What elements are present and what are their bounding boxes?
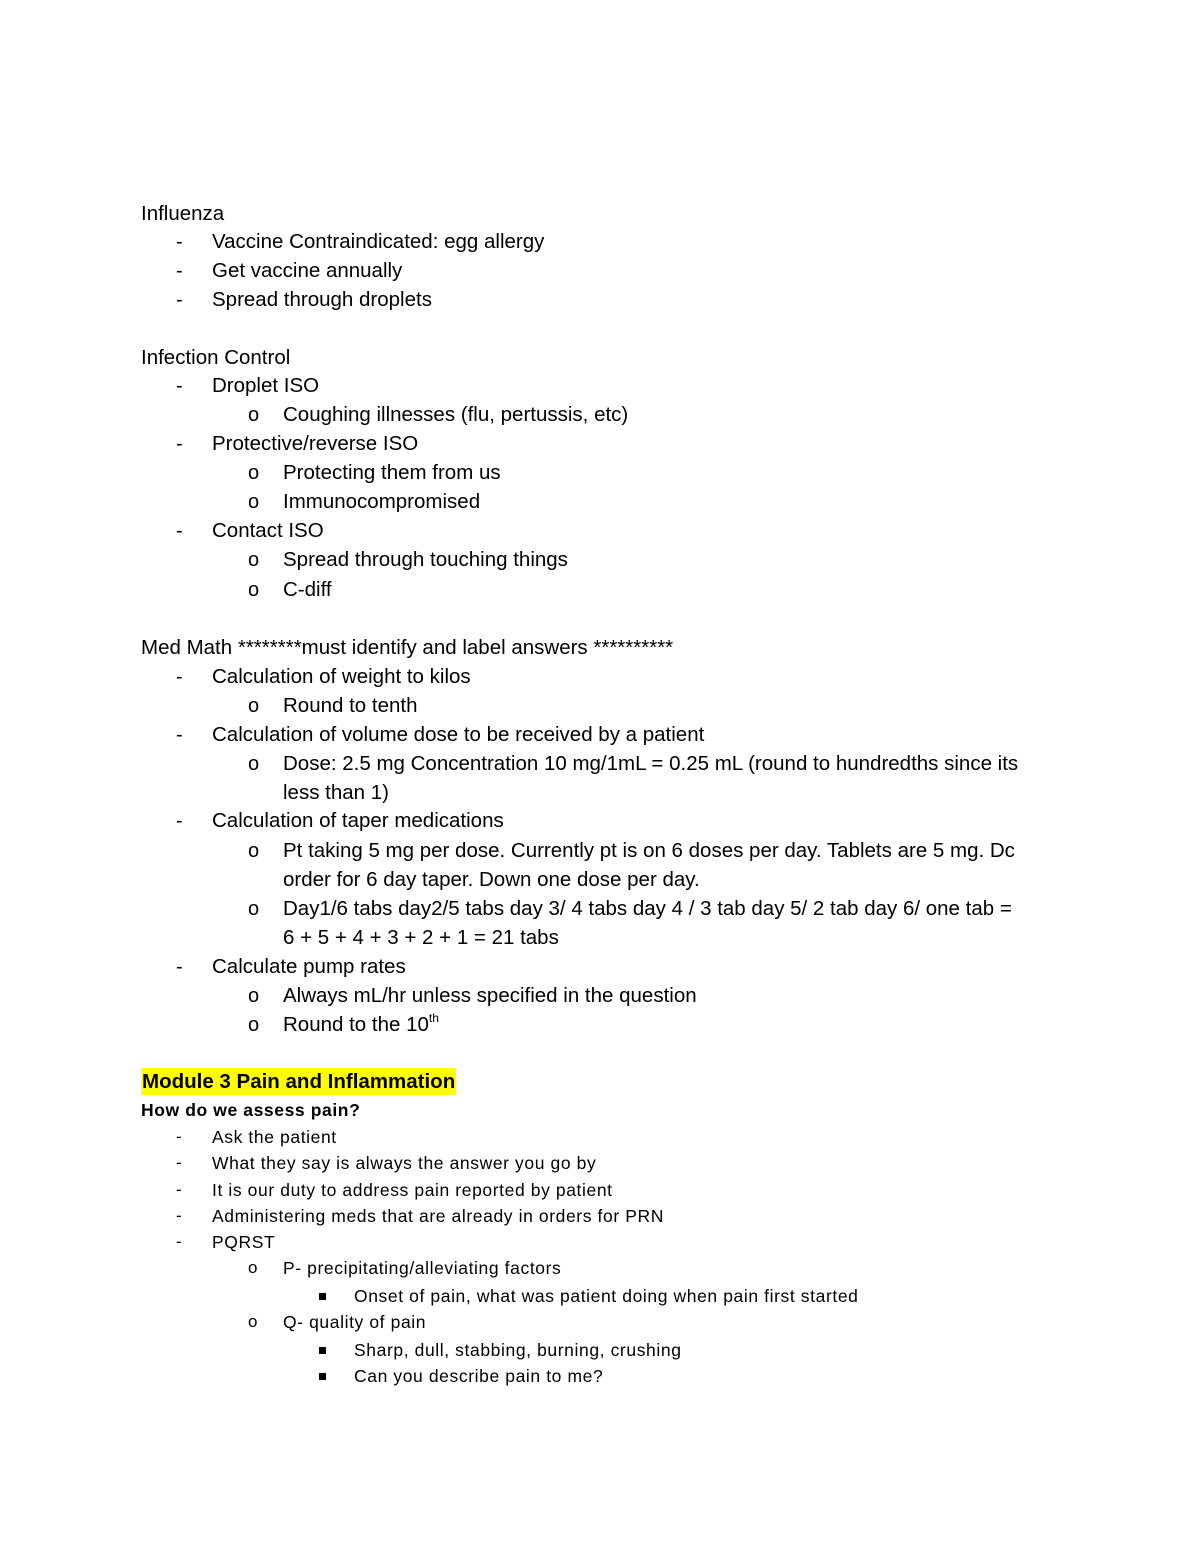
influenza-item: Spread through droplets xyxy=(212,288,432,311)
list-item: What they say is always the answer you go by xyxy=(212,1153,597,1173)
list-item: Protective/reverse ISO xyxy=(212,432,419,455)
module3-heading-row xyxy=(141,1069,456,1095)
circle-marker: o xyxy=(248,491,260,513)
sub-list-item: Q- quality of pain xyxy=(283,1312,427,1332)
sub-list-item-continued: 6 + 5 + 4 + 3 + 2 + 1 = 21 tabs xyxy=(283,926,559,949)
circle-marker: o xyxy=(248,579,260,601)
sub-sub-list-item: Onset of pain, what was patient doing when pain first started xyxy=(354,1286,859,1306)
superscript-th: th xyxy=(428,1011,439,1026)
circle-marker: o xyxy=(248,1312,259,1331)
dash-marker: - xyxy=(176,289,183,311)
influenza-item: Vaccine Contraindicated: egg allergy xyxy=(212,230,545,253)
list-item: Contact ISO xyxy=(212,519,324,542)
sub-list-item: Pt taking 5 mg per dose. Currently pt is on 6 doses per day. Tablets are 5 mg. Dc xyxy=(283,839,1015,862)
list-item: It is our duty to address pain reported by patient xyxy=(212,1180,613,1200)
dash-marker: - xyxy=(176,1206,183,1225)
list-item: Administering meds that are already in orders for PRN xyxy=(212,1206,664,1226)
dash-marker: - xyxy=(176,260,183,282)
circle-marker: o xyxy=(248,549,260,571)
module3-heading: Module 3 Pain and Inflammation xyxy=(142,1070,456,1093)
sub-list-item: Protecting them from us xyxy=(283,461,501,484)
sub-list-item: Spread through touching things xyxy=(283,548,568,571)
list-item: Droplet ISO xyxy=(212,374,320,397)
circle-marker: o xyxy=(248,462,260,484)
infection-control-heading: Infection Control xyxy=(141,346,291,369)
circle-marker: o xyxy=(248,1258,259,1277)
influenza-heading: Influenza xyxy=(141,202,225,225)
assess-pain-question: How do we assess pain? xyxy=(141,1100,361,1120)
dash-marker: - xyxy=(176,956,183,978)
circle-marker: o xyxy=(248,695,260,717)
list-item: Calculation of taper medications xyxy=(212,809,504,832)
circle-marker: o xyxy=(248,753,260,775)
sub-list-item xyxy=(283,1012,439,1038)
dash-marker: - xyxy=(176,1153,183,1172)
sub-list-item: Always mL/hr unless specified in the question xyxy=(283,984,697,1007)
dash-marker: - xyxy=(176,666,183,688)
list-item: Calculation of weight to kilos xyxy=(212,665,471,688)
sub-list-item: Immunocompromised xyxy=(283,490,481,513)
dash-marker: - xyxy=(176,433,183,455)
dash-marker: - xyxy=(176,724,183,746)
dash-marker: - xyxy=(176,1180,183,1199)
square-bullet xyxy=(319,1293,326,1300)
circle-marker: o xyxy=(248,898,260,920)
sub-list-item: Round to tenth xyxy=(283,694,418,717)
dash-marker: - xyxy=(176,1127,183,1146)
list-item: PQRST xyxy=(212,1232,276,1252)
sub-list-item: Dose: 2.5 mg Concentration 10 mg/1mL = 0.25 mL (round to hundredths since its xyxy=(283,752,1019,775)
circle-marker: o xyxy=(248,404,260,426)
dash-marker: - xyxy=(176,231,183,253)
med-math-heading: Med Math ********must identify and label answers ********** xyxy=(141,636,674,659)
list-item: Calculate pump rates xyxy=(212,955,406,978)
sub-list-item: P- precipitating/alleviating factors xyxy=(283,1258,562,1278)
sub-list-item: Day1/6 tabs day2/5 tabs day 3/ 4 tabs day 4 / 3 tab day 5/ 2 tab day 6/ one tab = xyxy=(283,897,1012,920)
dash-marker: - xyxy=(176,520,183,542)
sub-sub-list-item: Can you describe pain to me? xyxy=(354,1366,604,1386)
pump-round-text: Round to the 10 xyxy=(283,1013,429,1036)
circle-marker: o xyxy=(248,1014,260,1036)
square-bullet xyxy=(319,1373,326,1380)
circle-marker: o xyxy=(248,840,260,862)
dash-marker: - xyxy=(176,375,183,397)
circle-marker: o xyxy=(248,985,260,1007)
sub-sub-list-item: Sharp, dull, stabbing, burning, crushing xyxy=(354,1340,682,1360)
influenza-item: Get vaccine annually xyxy=(212,259,403,282)
square-bullet xyxy=(319,1347,326,1354)
list-item: Ask the patient xyxy=(212,1127,337,1147)
sub-list-item-continued: order for 6 day taper. Down one dose per day. xyxy=(283,868,700,891)
dash-marker: - xyxy=(176,810,183,832)
sub-list-item-continued: less than 1) xyxy=(283,781,389,804)
dash-marker: - xyxy=(176,1232,183,1251)
sub-list-item: Coughing illnesses (flu, pertussis, etc) xyxy=(283,403,629,426)
sub-list-item: C-diff xyxy=(283,578,332,601)
list-item: Calculation of volume dose to be received by a patient xyxy=(212,723,705,746)
